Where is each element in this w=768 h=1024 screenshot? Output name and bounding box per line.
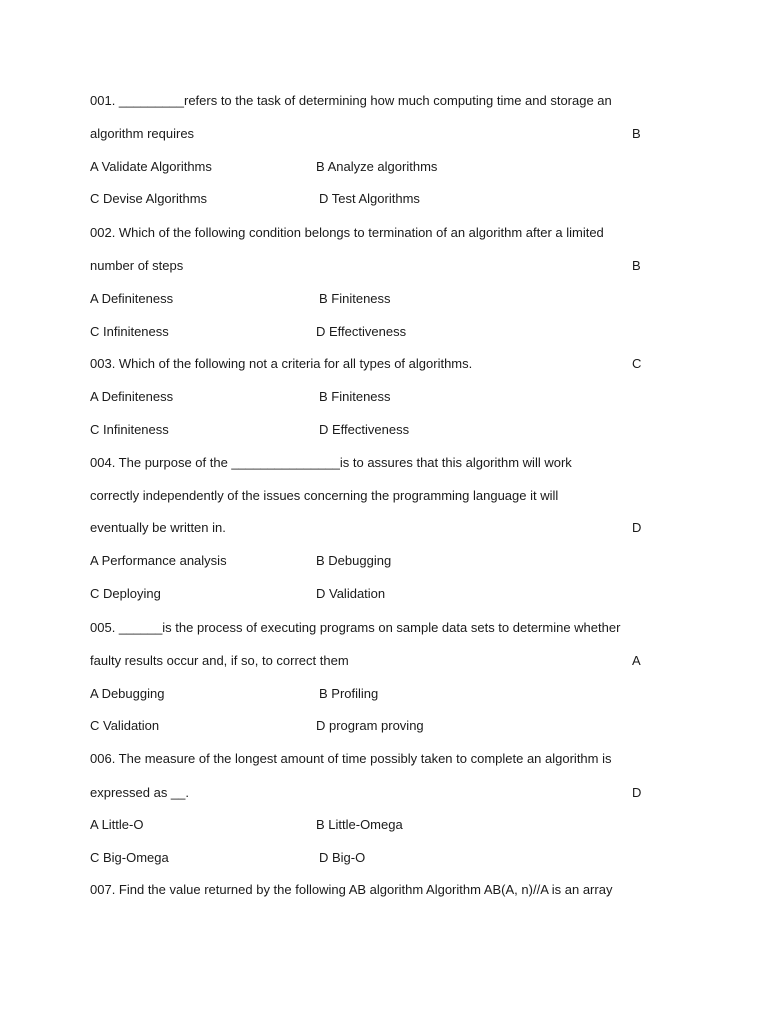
answer-006: D [632, 785, 642, 800]
question-001-line-2: algorithm requires [90, 126, 195, 141]
option-001-c: C Devise Algorithms [90, 191, 208, 206]
question-002-line-2: number of steps [90, 258, 184, 273]
option-006-d: D Big-O [319, 850, 366, 865]
answer-001: B [632, 126, 641, 141]
question-006-line-1: 006. The measure of the longest amount of time possibly taken to complete an algorithm is [90, 751, 612, 766]
answer-003: C [632, 356, 642, 371]
question-006-line-2: expressed as __. [90, 785, 190, 800]
question-004-line-2: correctly independently of the issues concerning the programming language it will [90, 488, 559, 503]
option-005-a: A Debugging [90, 686, 165, 701]
option-001-d: D Test Algorithms [319, 191, 420, 206]
option-002-d: D Effectiveness [316, 324, 407, 339]
answer-004: D [632, 520, 642, 535]
option-004-a: A Performance analysis [90, 553, 227, 568]
option-006-c: C Big-Omega [90, 850, 169, 865]
option-006-a: A Little-O [90, 817, 144, 832]
option-003-b: B Finiteness [319, 389, 391, 404]
option-005-c: C Validation [90, 718, 160, 733]
question-007-line-1: 007. Find the value returned by the following AB algorithm Algorithm AB(A, n)//A is an array [90, 882, 613, 897]
option-003-a: A Definiteness [90, 389, 174, 404]
option-001-a: A Validate Algorithms [90, 159, 212, 174]
question-005-line-2: faulty results occur and, if so, to correct them [90, 653, 349, 668]
option-002-a: A Definiteness [90, 291, 174, 306]
option-006-b: B Little-Omega [316, 817, 403, 832]
option-004-c: C Deploying [90, 586, 161, 601]
option-001-b: B Analyze algorithms [316, 159, 438, 174]
option-003-c: C Infiniteness [90, 422, 169, 437]
question-001-line-1: 001. _________refers to the task of determining how much computing time and storage an [90, 93, 612, 108]
option-005-d: D program proving [316, 718, 424, 733]
question-004-line-1: 004. The purpose of the _______________is to assures that this algorithm will work [90, 455, 572, 470]
answer-005: A [632, 653, 641, 668]
answer-002: B [632, 258, 641, 273]
option-003-d: D Effectiveness [319, 422, 410, 437]
option-002-b: B Finiteness [319, 291, 391, 306]
question-005-line-1: 005. ______is the process of executing programs on sample data sets to determine whether [90, 620, 621, 635]
question-003-line-1: 003. Which of the following not a criteria for all types of algorithms. [90, 356, 473, 371]
option-002-c: C Infiniteness [90, 324, 169, 339]
option-004-b: B Debugging [316, 553, 392, 568]
option-004-d: D Validation [316, 586, 386, 601]
option-005-b: B Profiling [319, 686, 379, 701]
question-004-line-3: eventually be written in. [90, 520, 226, 535]
question-002-line-1: 002. Which of the following condition belongs to termination of an algorithm after a limited [90, 225, 604, 240]
